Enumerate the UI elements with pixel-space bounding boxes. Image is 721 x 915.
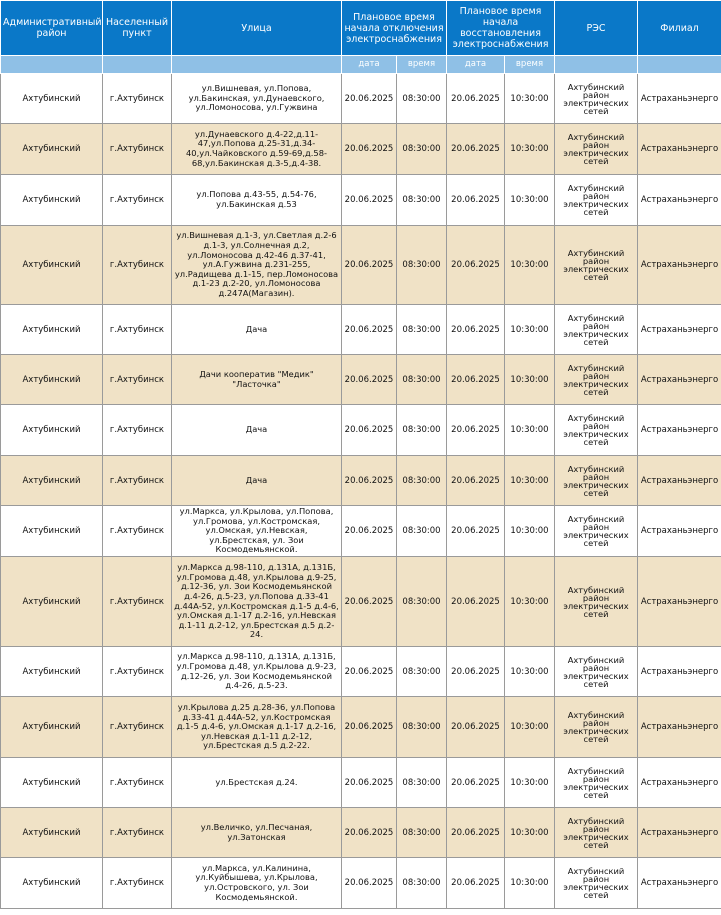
locality-cell: г.Ахтубинск <box>103 355 172 405</box>
off-date-cell: 20.06.2025 <box>342 647 397 697</box>
street-cell: ул.Брестская д.24. <box>172 758 342 808</box>
subheader-off-time: время <box>397 56 447 74</box>
off-time-cell: 08:30:00 <box>397 175 447 226</box>
off-date-cell: 20.06.2025 <box>342 758 397 808</box>
street-cell: Дачи кооператив "Медик" "Ласточка" <box>172 355 342 405</box>
on-time-cell: 10:30:00 <box>505 305 555 355</box>
locality-cell: г.Ахтубинск <box>103 124 172 175</box>
district-cell: Ахтубинский <box>1 124 103 175</box>
on-date-cell: 20.06.2025 <box>447 647 505 697</box>
branch-cell: Астраханьэнерго <box>638 226 721 305</box>
res-cell: Ахтубинский район электрических сетей <box>555 506 638 557</box>
res-cell: Ахтубинский район электрических сетей <box>555 74 638 124</box>
on-date-cell: 20.06.2025 <box>447 226 505 305</box>
off-time-cell: 08:30:00 <box>397 647 447 697</box>
table-row <box>1 506 721 557</box>
branch-cell: Астраханьэнерго <box>638 456 721 506</box>
header-street: Улица <box>172 1 342 56</box>
locality-cell: г.Ахтубинск <box>103 557 172 647</box>
off-time-cell: 08:30:00 <box>397 124 447 175</box>
branch-cell: Астраханьэнерго <box>638 305 721 355</box>
locality-cell: г.Ахтубинск <box>103 175 172 226</box>
street-cell: ул.Попова д.43-55, д.54-76, ул.Бакинская д.53 <box>172 175 342 226</box>
header-row <box>1 1 721 56</box>
district-cell: Ахтубинский <box>1 858 103 909</box>
street-cell: ул.Маркса, ул.Калинина, ул.Куйбышева, ул.Крылова, ул.Островского, ул. Зои Космодемьянской. <box>172 858 342 909</box>
table-body <box>1 74 721 909</box>
branch-cell: Астраханьэнерго <box>638 124 721 175</box>
off-date-cell: 20.06.2025 <box>342 506 397 557</box>
off-time-cell: 08:30:00 <box>397 226 447 305</box>
district-cell: Ахтубинский <box>1 355 103 405</box>
res-cell: Ахтубинский район электрических сетей <box>555 175 638 226</box>
off-date-cell: 20.06.2025 <box>342 124 397 175</box>
table-row <box>1 647 721 697</box>
on-date-cell: 20.06.2025 <box>447 124 505 175</box>
district-cell: Ахтубинский <box>1 506 103 557</box>
branch-cell: Астраханьэнерго <box>638 74 721 124</box>
locality-cell: г.Ахтубинск <box>103 858 172 909</box>
res-cell: Ахтубинский район электрических сетей <box>555 124 638 175</box>
table-row <box>1 557 721 647</box>
subheader-empty <box>103 56 172 74</box>
res-cell: Ахтубинский район электрических сетей <box>555 697 638 758</box>
on-time-cell: 10:30:00 <box>505 124 555 175</box>
on-date-cell: 20.06.2025 <box>447 758 505 808</box>
district-cell: Ахтубинский <box>1 405 103 456</box>
table-row <box>1 456 721 506</box>
table-row <box>1 124 721 175</box>
branch-cell: Астраханьэнерго <box>638 647 721 697</box>
locality-cell: г.Ахтубинск <box>103 758 172 808</box>
on-time-cell: 10:30:00 <box>505 647 555 697</box>
on-time-cell: 10:30:00 <box>505 697 555 758</box>
res-cell: Ахтубинский район электрических сетей <box>555 305 638 355</box>
district-cell: Ахтубинский <box>1 175 103 226</box>
res-cell: Ахтубинский район электрических сетей <box>555 758 638 808</box>
branch-cell: Астраханьэнерго <box>638 697 721 758</box>
locality-cell: г.Ахтубинск <box>103 647 172 697</box>
on-date-cell: 20.06.2025 <box>447 405 505 456</box>
district-cell: Ахтубинский <box>1 697 103 758</box>
on-date-cell: 20.06.2025 <box>447 175 505 226</box>
off-time-cell: 08:30:00 <box>397 858 447 909</box>
header-locality: Населенный пункт <box>103 1 172 56</box>
subheader-off-date: дата <box>342 56 397 74</box>
header-district: Административный район <box>1 1 103 56</box>
district-cell: Ахтубинский <box>1 226 103 305</box>
off-date-cell: 20.06.2025 <box>342 74 397 124</box>
off-time-cell: 08:30:00 <box>397 355 447 405</box>
on-date-cell: 20.06.2025 <box>447 506 505 557</box>
on-date-cell: 20.06.2025 <box>447 697 505 758</box>
locality-cell: г.Ахтубинск <box>103 305 172 355</box>
district-cell: Ахтубинский <box>1 557 103 647</box>
res-cell: Ахтубинский район электрических сетей <box>555 405 638 456</box>
table-row <box>1 175 721 226</box>
on-time-cell: 10:30:00 <box>505 355 555 405</box>
res-cell: Ахтубинский район электрических сетей <box>555 226 638 305</box>
table-row <box>1 697 721 758</box>
street-cell: ул.Крылова д.25 д.28-36, ул.Попова д.33-41 д.44А-52, ул.Костромская д.1-5 д.4-6, ул.Омская д.1-17 д.2-16, ул.Невская д.1-11 д.2-12, ул.Брестская д.5 д.2-22. <box>172 697 342 758</box>
table-row <box>1 355 721 405</box>
locality-cell: г.Ахтубинск <box>103 456 172 506</box>
table-row <box>1 858 721 909</box>
locality-cell: г.Ахтубинск <box>103 74 172 124</box>
on-date-cell: 20.06.2025 <box>447 305 505 355</box>
table-row <box>1 808 721 858</box>
district-cell: Ахтубинский <box>1 305 103 355</box>
table-row <box>1 74 721 124</box>
district-cell: Ахтубинский <box>1 758 103 808</box>
off-date-cell: 20.06.2025 <box>342 697 397 758</box>
on-time-cell: 10:30:00 <box>505 226 555 305</box>
subheader-on-time: время <box>505 56 555 74</box>
off-time-cell: 08:30:00 <box>397 758 447 808</box>
off-time-cell: 08:30:00 <box>397 506 447 557</box>
branch-cell: Астраханьэнерго <box>638 858 721 909</box>
off-time-cell: 08:30:00 <box>397 557 447 647</box>
subheader-empty <box>638 56 721 74</box>
street-cell: Дача <box>172 405 342 456</box>
res-cell: Ахтубинский район электрических сетей <box>555 858 638 909</box>
branch-cell: Астраханьэнерго <box>638 355 721 405</box>
subheader-row <box>1 56 721 74</box>
on-time-cell: 10:30:00 <box>505 557 555 647</box>
on-time-cell: 10:30:00 <box>505 175 555 226</box>
off-date-cell: 20.06.2025 <box>342 305 397 355</box>
branch-cell: Астраханьэнерго <box>638 405 721 456</box>
street-cell: ул.Маркса д.98-110, д.131А, д.131Б, ул.Громова д.48, ул.Крылова д.9-25, д.12-36, ул. Зои Космодемьянской д.4-26, д.5-23, ул.Попова д.33-41 д.44А-52, ул.Костромская д.1-5 д.4-6, ул.Омская д.1-17 д.2-16, ул.Невская д.1-11 д.2-12, ул.Брестская д.5 д.2-24. <box>172 557 342 647</box>
locality-cell: г.Ахтубинск <box>103 697 172 758</box>
off-time-cell: 08:30:00 <box>397 808 447 858</box>
res-cell: Ахтубинский район электрических сетей <box>555 456 638 506</box>
off-time-cell: 08:30:00 <box>397 405 447 456</box>
on-time-cell: 10:30:00 <box>505 74 555 124</box>
street-cell: ул.Величко, ул.Песчаная, ул.Затонская <box>172 808 342 858</box>
table-row <box>1 305 721 355</box>
street-cell: ул.Вишневая д.1-3, ул.Светлая д.2-6 д.1-3, ул.Солнечная д.2, ул.Ломоносова д.42-46 д.37-41, ул.А.Гужвина д.231-255, ул.Радищева д.1-15, пер.Ломоносова д.1-23 д.2-20, ул.Ломоносова д.247А(Магазин). <box>172 226 342 305</box>
locality-cell: г.Ахтубинск <box>103 808 172 858</box>
off-date-cell: 20.06.2025 <box>342 405 397 456</box>
subheader-on-date: дата <box>447 56 505 74</box>
branch-cell: Астраханьэнерго <box>638 557 721 647</box>
locality-cell: г.Ахтубинск <box>103 506 172 557</box>
on-date-cell: 20.06.2025 <box>447 74 505 124</box>
street-cell: Дача <box>172 456 342 506</box>
header-branch: Филиал <box>638 1 721 56</box>
res-cell: Ахтубинский район электрических сетей <box>555 808 638 858</box>
street-cell: Дача <box>172 305 342 355</box>
off-date-cell: 20.06.2025 <box>342 175 397 226</box>
off-time-cell: 08:30:00 <box>397 456 447 506</box>
res-cell: Ахтубинский район электрических сетей <box>555 647 638 697</box>
street-cell: ул.Маркса, ул.Крылова, ул.Попова, ул.Громова, ул.Костромская, ул.Омская, ул.Невская, ул.Брестская, ул. Зои Космодемьянской. <box>172 506 342 557</box>
off-time-cell: 08:30:00 <box>397 697 447 758</box>
off-date-cell: 20.06.2025 <box>342 456 397 506</box>
on-time-cell: 10:30:00 <box>505 808 555 858</box>
on-date-cell: 20.06.2025 <box>447 355 505 405</box>
branch-cell: Астраханьэнерго <box>638 808 721 858</box>
on-time-cell: 10:30:00 <box>505 506 555 557</box>
off-date-cell: 20.06.2025 <box>342 226 397 305</box>
off-time-cell: 08:30:00 <box>397 74 447 124</box>
table-row <box>1 226 721 305</box>
table-row <box>1 405 721 456</box>
off-date-cell: 20.06.2025 <box>342 858 397 909</box>
on-date-cell: 20.06.2025 <box>447 456 505 506</box>
subheader-empty <box>1 56 103 74</box>
subheader-empty <box>555 56 638 74</box>
on-date-cell: 20.06.2025 <box>447 808 505 858</box>
subheader-empty <box>172 56 342 74</box>
off-date-cell: 20.06.2025 <box>342 808 397 858</box>
table-row <box>1 758 721 808</box>
district-cell: Ахтубинский <box>1 74 103 124</box>
on-time-cell: 10:30:00 <box>505 456 555 506</box>
on-date-cell: 20.06.2025 <box>447 858 505 909</box>
street-cell: ул.Дунаевского д.4-22,д.11-47,ул.Попова д.25-31,д.34-40,ул.Чайковского д.59-69,д.58-68,ул.Бакинская д.3-5,д.4-38. <box>172 124 342 175</box>
off-time-cell: 08:30:00 <box>397 305 447 355</box>
street-cell: ул.Вишневая, ул.Попова, ул.Бакинская, ул.Дунаевского, ул.Ломоносова, ул.Гужвина <box>172 74 342 124</box>
district-cell: Ахтубинский <box>1 808 103 858</box>
off-date-cell: 20.06.2025 <box>342 557 397 647</box>
on-date-cell: 20.06.2025 <box>447 557 505 647</box>
on-time-cell: 10:30:00 <box>505 758 555 808</box>
off-date-cell: 20.06.2025 <box>342 355 397 405</box>
res-cell: Ахтубинский район электрических сетей <box>555 355 638 405</box>
branch-cell: Астраханьэнерго <box>638 758 721 808</box>
locality-cell: г.Ахтубинск <box>103 405 172 456</box>
branch-cell: Астраханьэнерго <box>638 506 721 557</box>
header-off-time: Плановое время начала отключения электроснабжения <box>342 1 447 56</box>
header-res: РЭС <box>555 1 638 56</box>
district-cell: Ахтубинский <box>1 456 103 506</box>
locality-cell: г.Ахтубинск <box>103 226 172 305</box>
on-time-cell: 10:30:00 <box>505 405 555 456</box>
district-cell: Ахтубинский <box>1 647 103 697</box>
street-cell: ул.Маркса д.98-110, д.131А, д.131Б, ул.Громова д.48, ул.Крылова д.9-23, д.12-26, ул. Зои Космодемьянской д.4-26, д.5-23. <box>172 647 342 697</box>
header-on-time: Плановое время начала восстановления электроснабжения <box>447 1 555 56</box>
branch-cell: Астраханьэнерго <box>638 175 721 226</box>
res-cell: Ахтубинский район электрических сетей <box>555 557 638 647</box>
on-time-cell: 10:30:00 <box>505 858 555 909</box>
